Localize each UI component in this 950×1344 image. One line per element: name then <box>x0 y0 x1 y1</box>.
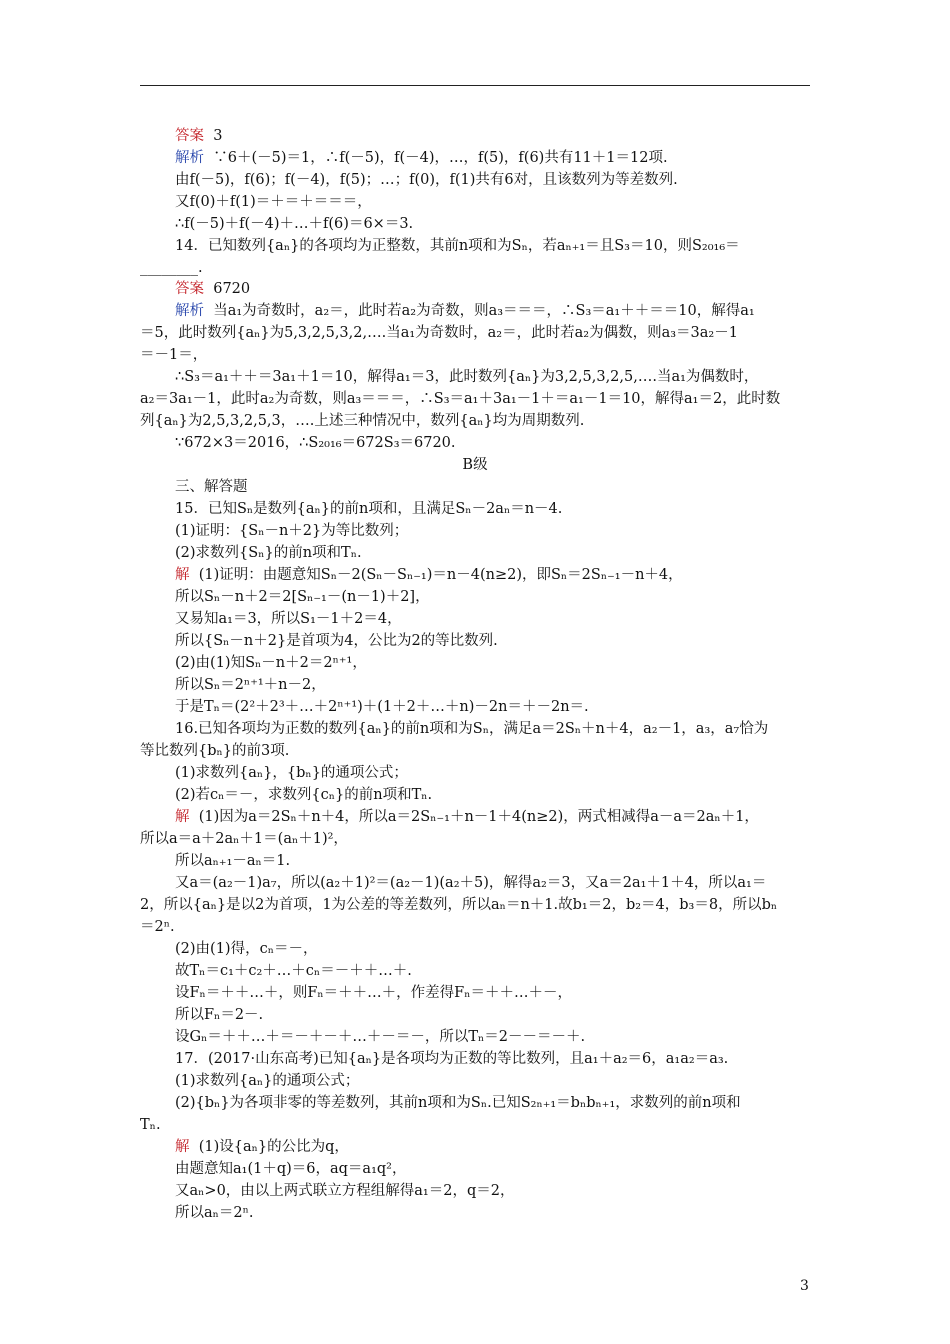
text-line <box>140 259 203 277</box>
line-text: 当a₁为奇数时，a₂＝，此时若a₂为奇数，则a₃＝＝＝，∴S₃＝a₁＋＋＝＝10，解得a₁ <box>204 303 755 319</box>
text-line <box>175 1160 406 1178</box>
text-line <box>175 1138 349 1156</box>
text-line <box>175 610 402 628</box>
line-text: Tₙ. <box>140 1117 161 1133</box>
line-text: 设Fₙ＝＋＋…＋，则Fₙ＝＋＋…＋，作差得Fₙ＝＋＋…＋－， <box>175 985 572 1001</box>
line-text: 设Gₙ＝＋＋…＋＝－＋－＋…＋－＝－，所以Tₙ＝2－－＝－＋. <box>175 1029 586 1045</box>
line-text: 6720 <box>204 281 251 297</box>
line-text: ∴f(－5)＋f(－4)＋…＋f(6)＝6×＝3. <box>175 216 414 232</box>
line-text: 所以a＝a＋2aₙ＋1＝(aₙ＋1)²， <box>140 831 348 847</box>
text-line <box>140 918 175 936</box>
text-line <box>175 1072 359 1090</box>
text-line <box>175 544 362 562</box>
text-line <box>175 720 768 738</box>
line-text: (2)由(1)得，cₙ＝－， <box>175 941 318 957</box>
line-text: (1)设{aₙ}的公比为q， <box>189 1139 349 1155</box>
text-line <box>175 588 430 606</box>
line-text: ＝－1＝， <box>140 347 208 363</box>
line-text: 三、解答题 <box>175 479 248 495</box>
line-text: (1)因为a＝2Sₙ＋n＋4，所以a＝2Sₙ₋₁＋n－1＋4(n≥2)，两式相减得a－a＝2aₙ＋1， <box>189 809 759 825</box>
text-line <box>175 962 412 980</box>
text-line <box>175 215 413 233</box>
text-line <box>175 1182 514 1200</box>
line-text: 于是Tₙ＝(2²＋2³＋…＋2ⁿ⁺¹)＋(1＋2＋…＋n)－2n＝＋－2n＝. <box>175 699 589 715</box>
line-text: 等比数列{bₙ}的前3项. <box>140 743 290 759</box>
text-line <box>175 632 498 650</box>
text-line <box>175 1006 263 1024</box>
text-line <box>140 390 780 408</box>
line-text: (2)若cₙ＝－，求数列{cₙ}的前n项和Tₙ. <box>175 787 433 803</box>
answer-label: 解 <box>175 809 190 825</box>
text-line <box>175 500 562 518</box>
line-text: 3 <box>204 128 223 144</box>
text-line <box>175 676 326 694</box>
line-text: ∴S₃＝a₁＋＋＝3a₁＋1＝10，解得a₁＝3，此时数列{aₙ}为3,2,5,3,2,5,….当a₁为偶数时， <box>175 369 759 385</box>
line-text: 所以Fₙ＝2－. <box>175 1007 264 1023</box>
text-line <box>175 237 740 255</box>
line-text: 15．已知Sₙ是数列{aₙ}的前n项和，且满足Sₙ－2aₙ＝n－4. <box>175 501 563 517</box>
text-line <box>175 171 678 189</box>
text-line <box>175 786 432 804</box>
line-text: (1)求数列{aₙ}，{bₙ}的通项公式； <box>175 765 408 781</box>
answer-label: 解析 <box>175 303 204 319</box>
text-line <box>175 566 683 584</box>
line-text: 所以Sₙ＝2ⁿ⁺¹＋n－2， <box>175 677 326 693</box>
line-text: 由题意知a₁(1＋q)＝6，aq＝a₁q²， <box>175 1161 407 1177</box>
line-text: B级 <box>462 457 488 473</box>
text-line <box>140 896 777 914</box>
line-text: 14．已知数列{aₙ}的各项均为正整数，其前n项和为Sₙ，若aₙ₊₁＝且S₃＝10，则S₂₀₁₆＝ <box>175 238 740 254</box>
line-text: ∵6＋(－5)＝1，∴f(－5)，f(－4)，…，f(5)，f(6)共有11＋1＝12项. <box>204 150 668 166</box>
line-text: (2)由(1)知Sₙ－n＋2＝2ⁿ⁺¹， <box>175 655 367 671</box>
text-line <box>175 149 668 167</box>
text-line <box>175 522 408 540</box>
line-text: 又aₙ>0，由以上两式联立方程组解得a₁＝2，q＝2， <box>175 1183 515 1199</box>
line-text: ＝5，此时数列{aₙ}为5,3,2,5,3,2,….当a₁为奇数时，a₂＝，此时若a₂为偶数，则a₃＝3a₂－1 <box>140 325 738 341</box>
line-text: ________. <box>140 260 203 276</box>
text-line <box>175 1204 254 1222</box>
line-text: a₂＝3a₁－1，此时a₂为奇数，则a₃＝＝＝，∴S₃＝a₁＋3a₁－1＋＝a₁－1＝10，解得a₁＝2，此时数 <box>140 391 781 407</box>
answer-label: 解析 <box>175 150 204 166</box>
line-text: 2，所以{aₙ}是以2为首项，1为公差的等差数列，所以aₙ＝n＋1.故b₁＝2，b₂＝4，b₃＝8，所以bₙ <box>140 897 778 913</box>
text-line <box>140 742 289 760</box>
line-text: (1)求数列{aₙ}的通项公式； <box>175 1073 360 1089</box>
text-line <box>140 412 584 430</box>
line-text: 所以aₙ＝2ⁿ. <box>175 1205 254 1221</box>
text-line <box>175 874 766 892</box>
answer-label: 答案 <box>175 281 204 297</box>
line-text: 列{aₙ}为2,5,3,2,5,3，….上述三种情况中，数列{aₙ}均为周期数列. <box>140 413 585 429</box>
line-text: 又f(0)＋f(1)＝＋＝＋＝＝＝， <box>175 194 372 210</box>
text-line <box>0 456 950 474</box>
text-line <box>175 127 222 145</box>
line-text: 又a＝(a₂－1)a₇，所以(a₂＋1)²＝(a₂－1)(a₂＋5)，解得a₂＝3，又a＝2a₁＋1＋4，所以a₁＝ <box>175 875 767 891</box>
text-line <box>175 764 408 782</box>
text-line <box>175 1050 728 1068</box>
page-number: 3 <box>800 1278 809 1294</box>
line-text: 又易知a₁＝3，所以S₁－1＋2＝4， <box>175 611 402 627</box>
text-line <box>175 1094 741 1112</box>
text-line <box>175 478 248 496</box>
text-line <box>175 302 755 320</box>
text-line <box>175 280 250 298</box>
text-line <box>175 193 372 211</box>
text-line <box>175 940 317 958</box>
text-line <box>175 1028 585 1046</box>
text-line <box>140 324 738 342</box>
text-line <box>175 654 367 672</box>
answer-label: 答案 <box>175 128 204 144</box>
text-line <box>175 808 759 826</box>
text-line <box>140 1116 161 1134</box>
line-text: (2){bₙ}为各项非零的等差数列，其前n项和为Sₙ.已知S₂ₙ₊₁＝bₙbₙ₊₁，求数列的前n项和 <box>175 1095 741 1111</box>
line-text: ＝2ⁿ. <box>140 919 175 935</box>
answer-label: 解 <box>175 1139 190 1155</box>
line-text: (1)证明：由题意知Sₙ－2(Sₙ－Sₙ₋₁)＝n－4(n≥2)，即Sₙ＝2Sₙ₋₁－n＋4， <box>189 567 683 583</box>
text-line <box>175 852 290 870</box>
line-text: 所以aₙ₊₁－aₙ＝1. <box>175 853 291 869</box>
text-line <box>175 434 456 452</box>
text-line <box>175 984 572 1002</box>
line-text: (2)求数列{Sₙ}的前n项和Tₙ. <box>175 545 362 561</box>
line-text: 所以Sₙ－n＋2＝2[Sₙ₋₁－(n－1)＋2]， <box>175 589 430 605</box>
answer-label: 解 <box>175 567 190 583</box>
line-text: 17．(2017·山东高考)已知{aₙ}是各项均为正数的等比数列，且a₁＋a₂＝6，a₁a₂＝a₃. <box>175 1051 729 1067</box>
text-line <box>140 346 207 364</box>
line-text: 所以{Sₙ－n＋2}是首项为4，公比为2的等比数列. <box>175 633 498 649</box>
line-text: 16.已知各项均为正数的数列{aₙ}的前n项和为Sₙ，满足a＝2Sₙ＋n＋4，a₂－1，a₃，a₇恰为 <box>175 721 769 737</box>
text-line <box>175 368 758 386</box>
line-text: (1)证明：{Sₙ－n＋2}为等比数列； <box>175 523 409 539</box>
line-text: 故Tₙ＝c₁＋c₂＋…＋cₙ＝－＋＋…＋. <box>175 963 412 979</box>
text-line <box>140 830 348 848</box>
text-line <box>175 698 589 716</box>
line-text: 由f(－5)，f(6)；f(－4)，f(5)；…；f(0)，f(1)共有6对，且该数列为等差数列. <box>175 172 678 188</box>
line-text: ∵672×3＝2016，∴S₂₀₁₆＝672S₃＝6720. <box>175 435 456 451</box>
